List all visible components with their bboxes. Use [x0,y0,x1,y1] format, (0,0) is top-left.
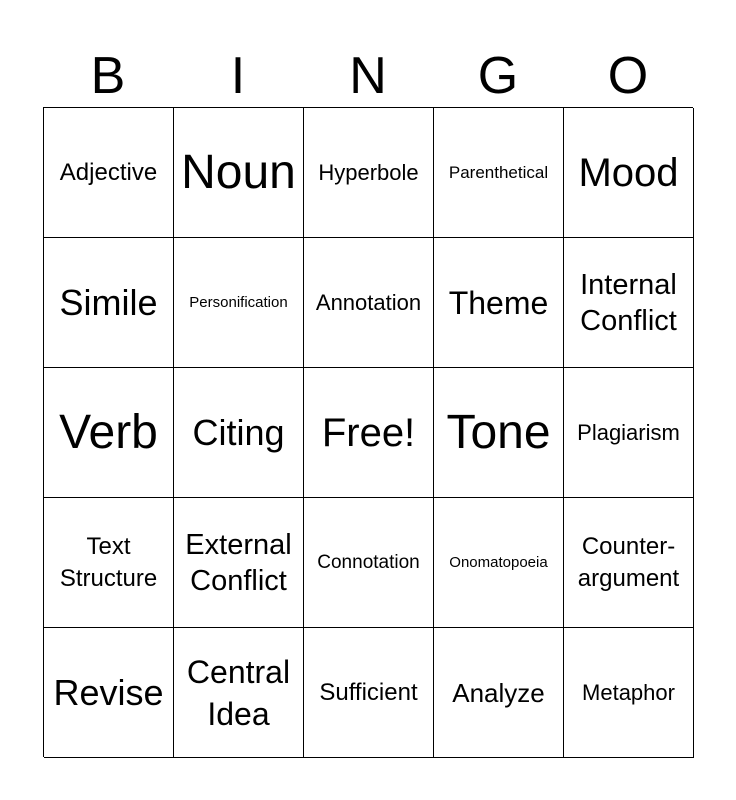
bingo-cell[interactable]: Connotation [304,498,434,628]
bingo-cell[interactable]: Plagiarism [564,368,694,498]
bingo-cell[interactable]: Citing [174,368,304,498]
bingo-cell[interactable]: Internal Conflict [564,238,694,368]
bingo-cell[interactable]: Annotation [304,238,434,368]
bingo-cell[interactable]: Onomatopoeia [434,498,564,628]
bingo-cell[interactable]: Revise [44,628,174,758]
bingo-cell[interactable]: Hyperbole [304,108,434,238]
bingo-cell[interactable]: External Conflict [174,498,304,628]
bingo-cell[interactable]: Mood [564,108,694,238]
bingo-cell[interactable]: Sufficient [304,628,434,758]
bingo-cell[interactable]: Theme [434,238,564,368]
bingo-cell[interactable]: Metaphor [564,628,694,758]
bingo-cell[interactable]: Personification [174,238,304,368]
header-letter-n: N [349,47,387,105]
header-letter-o: O [607,47,649,105]
bingo-cell[interactable]: Noun [174,108,304,238]
bingo-header [43,46,693,106]
bingo-cell[interactable]: Parenthetical [434,108,564,238]
bingo-cell[interactable]: Tone [434,368,564,498]
bingo-card-grid [43,107,693,757]
free-space-cell[interactable]: Free! [304,368,434,498]
bingo-cell[interactable]: Central Idea [174,628,304,758]
header-letter-b: B [90,47,126,105]
bingo-cell[interactable]: Adjective [44,108,174,238]
bingo-cell[interactable]: Analyze [434,628,564,758]
bingo-cell[interactable]: Verb [44,368,174,498]
header-letter-g: G [477,47,519,105]
bingo-cell[interactable]: Simile [44,238,174,368]
bingo-cell[interactable]: Text Structure [44,498,174,628]
header-letter-i: I [230,47,246,105]
bingo-cell[interactable]: Counter- argument [564,498,694,628]
